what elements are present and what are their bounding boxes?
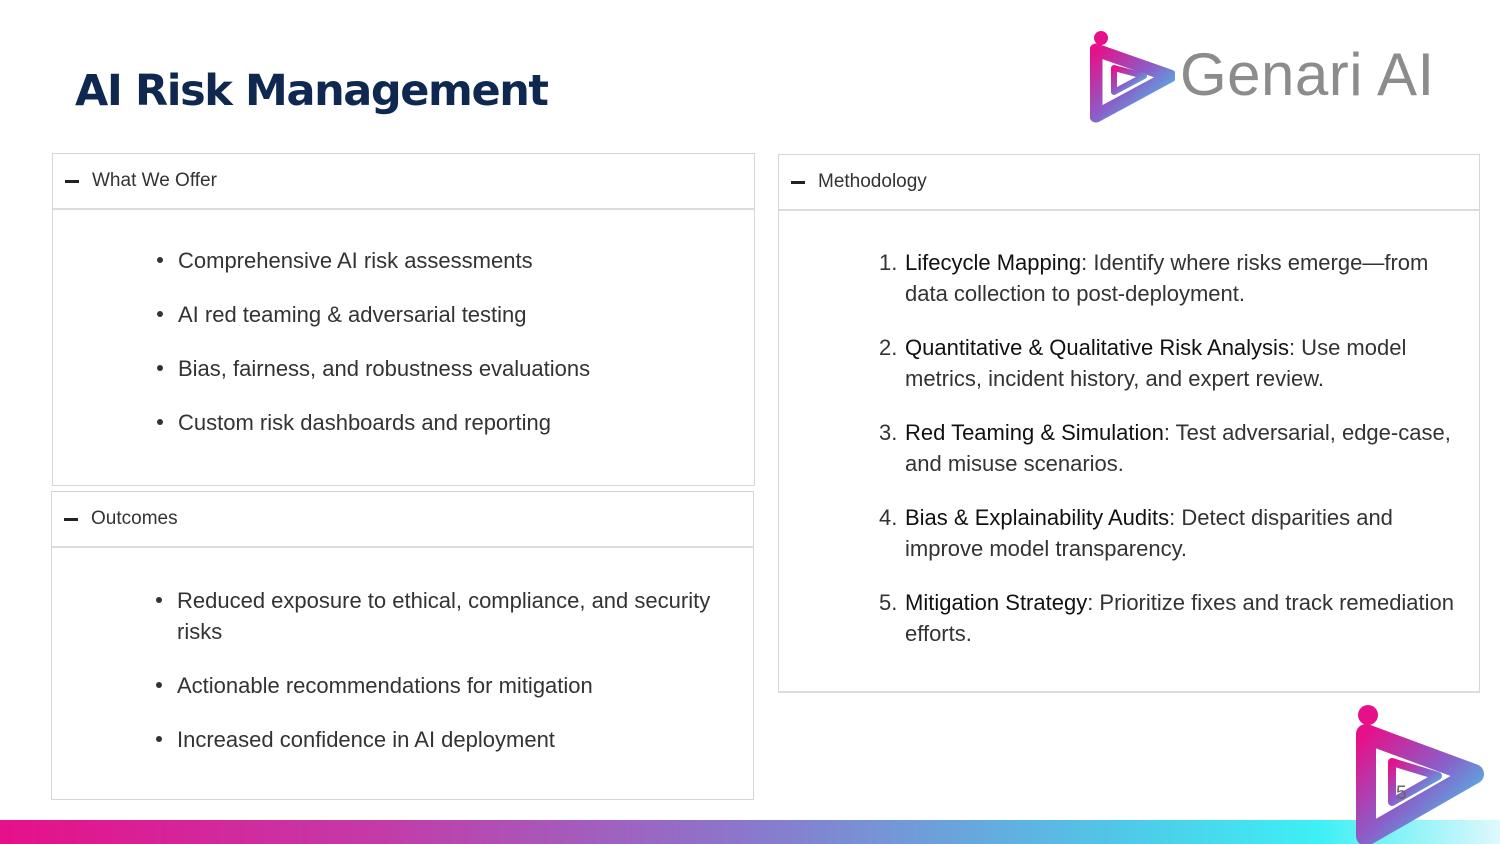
step-title: Bias & Explainability Audits [905, 505, 1170, 530]
what-we-offer-header[interactable] [53, 154, 754, 210]
methodology-step [879, 417, 1470, 479]
logo-text: Genari AI [1180, 41, 1435, 108]
step-title: Lifecycle Mapping [905, 250, 1082, 275]
collapse-minus-icon[interactable] [791, 181, 805, 184]
corner-play-icon [1352, 702, 1484, 844]
step-number: 5. [879, 590, 898, 615]
methodology-step [879, 332, 1470, 394]
footer-gradient-bar [0, 820, 1500, 844]
collapse-minus-icon[interactable] [64, 518, 78, 521]
step-text: : Detect disparities and improve model transparency. [905, 505, 1393, 561]
list-item: Bias, fairness, and robustness evaluations [178, 353, 590, 384]
list-item: Increased confidence in AI deployment [177, 724, 742, 755]
divider [778, 691, 1480, 693]
methodology-step [879, 587, 1470, 649]
step-title: Mitigation Strategy [905, 590, 1088, 615]
step-text: : Prioritize fixes and track remediation efforts. [905, 590, 1455, 646]
list-item: Reduced exposure to ethical, compliance, and security risks [177, 585, 742, 647]
methodology-list [879, 247, 1470, 672]
methodology-panel [778, 154, 1480, 691]
step-title: Red Teaming & Simulation [905, 420, 1164, 445]
list-item: Comprehensive AI risk assessments [178, 245, 590, 276]
step-text: : Test adversarial, edge-case, and misuse scenarios. [905, 420, 1451, 476]
offer-list [178, 245, 590, 461]
step-text: : Use model metrics, incident history, and expert review. [905, 335, 1407, 391]
brand-logo [1090, 28, 1450, 124]
outcomes-panel [51, 491, 754, 800]
panel-title: Methodology [818, 171, 927, 192]
step-title: Quantitative & Qualitative Risk Analysis [905, 335, 1289, 360]
page-title: AI Risk Management [75, 66, 548, 116]
methodology-header[interactable] [779, 155, 1479, 211]
step-number: 3. [879, 420, 898, 445]
step-number: 1. [879, 250, 898, 275]
step-number: 4. [879, 505, 898, 530]
outcomes-header[interactable] [52, 492, 753, 548]
methodology-step [879, 502, 1470, 564]
collapse-minus-icon[interactable] [65, 180, 79, 183]
panel-title: Outcomes [91, 508, 178, 529]
list-item: AI red teaming & adversarial testing [178, 299, 590, 330]
methodology-step [879, 247, 1470, 309]
list-item: Custom risk dashboards and reporting [178, 407, 590, 438]
list-item: Actionable recommendations for mitigation [177, 670, 742, 701]
step-number: 2. [879, 335, 898, 360]
play-logo-icon [1090, 28, 1175, 124]
outcomes-list [177, 585, 742, 778]
page-number: 5 [1396, 783, 1407, 804]
step-text: : Identify where risks emerge—from data collection to post-deployment. [905, 250, 1429, 306]
panel-title: What We Offer [92, 170, 217, 191]
what-we-offer-panel [52, 153, 755, 486]
